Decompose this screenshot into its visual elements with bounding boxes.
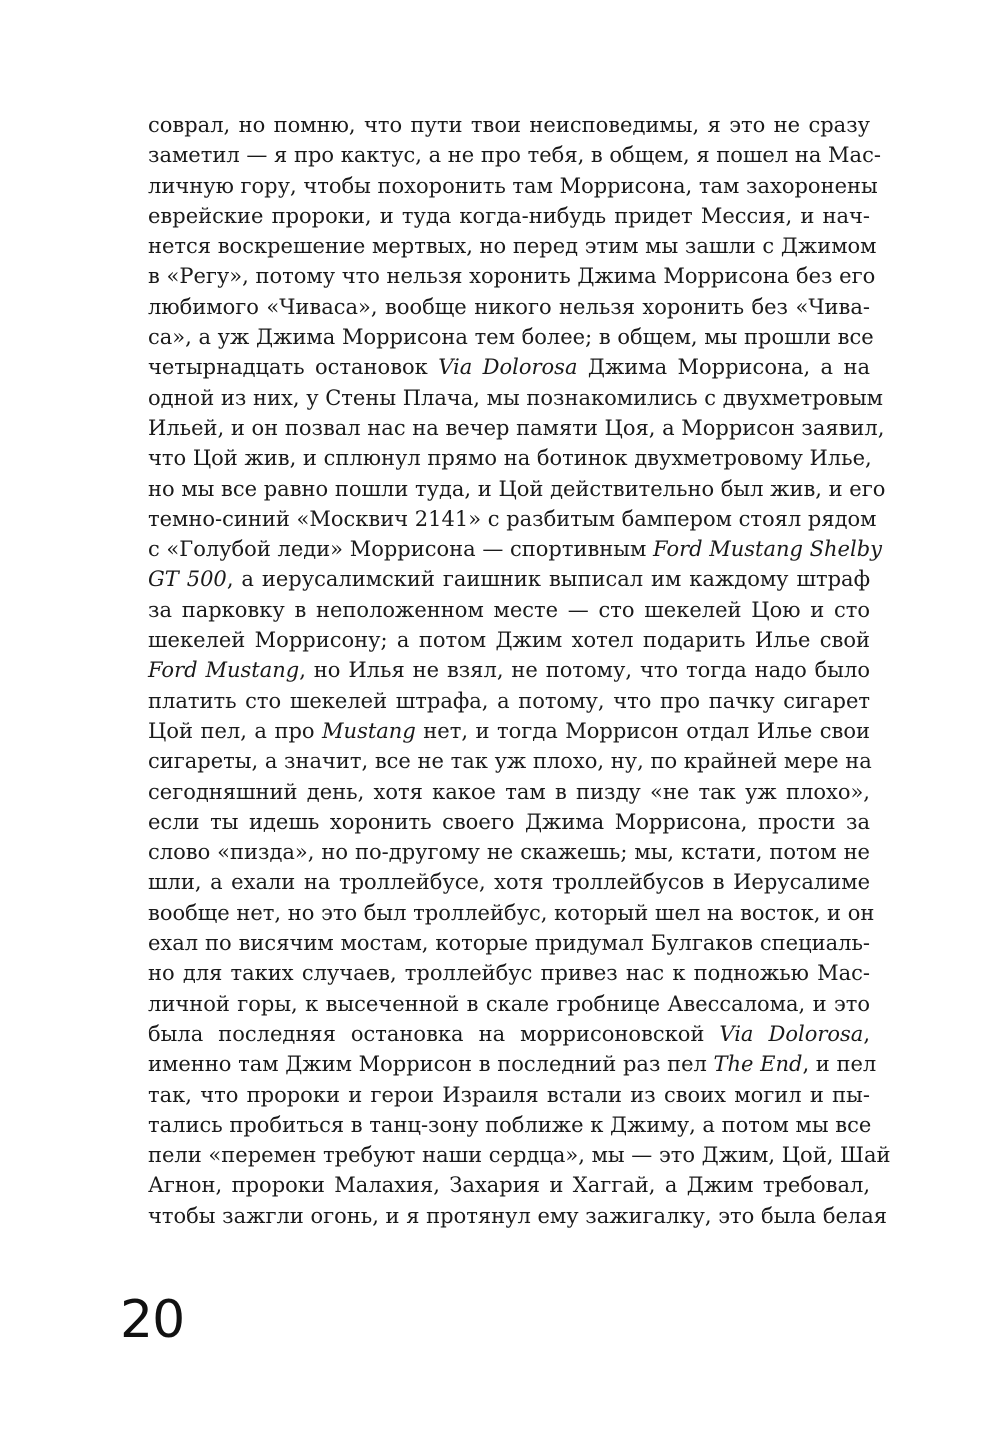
text-line — [148, 989, 870, 1019]
text-line — [148, 807, 870, 837]
text-segment: но мы все равно пошли туда, и Цой действительно был жив, и его — [148, 476, 886, 501]
text-segment: была последняя остановка на моррисоновской — [148, 1021, 720, 1046]
text-line — [148, 322, 874, 352]
text-line — [148, 1110, 870, 1140]
text-line — [148, 564, 870, 594]
text-line — [148, 352, 870, 382]
text-segment: в «Регу», потому что нельзя хоронить Джима Моррисона без его — [148, 264, 876, 289]
text-segment: заметил — я про кактус, а не про тебя, в общем, я пошел на Мас- — [148, 143, 881, 168]
text-segment: за парковку в неположенном месте — сто шекелей Цою и сто — [148, 597, 870, 622]
text-segment: Цой пел, а про — [148, 718, 323, 743]
text-segment: вообще нет, но это был троллейбус, который шел на восток, и он — [148, 900, 875, 925]
text-line — [148, 1019, 870, 1049]
page-number: 20 — [120, 1290, 185, 1350]
text-segment: шекелей Моррисону; а потом Джим хотел подарить Илье свой — [148, 628, 870, 653]
text-segment: одной из них, у Стены Плача, мы познакомились с двухметровым — [148, 385, 884, 410]
text-segment: Джима Моррисона, а на — [577, 355, 871, 380]
text-segment: сегодняшний день, хотя какое там в пизду «не так уж плохо», — [148, 779, 870, 804]
italic-text: Via Dolorosa — [438, 355, 578, 380]
text-segment: чтобы зажгли огонь, и я протянул ему зажигалку, это была белая — [148, 1203, 888, 1228]
text-segment: сигареты, а значит, все не так уж плохо, ну, по крайней мере на — [148, 749, 872, 774]
text-line — [148, 1201, 888, 1231]
text-line — [148, 655, 870, 685]
text-line — [148, 1080, 870, 1110]
text-segment: еврейские пророки, и туда когда-нибудь придет Мессия, и нач- — [148, 203, 870, 228]
text-line — [148, 898, 875, 928]
text-segment: личной горы, к высеченной в скале гробнице Авессалома, и это — [148, 991, 870, 1016]
text-segment: личную гору, чтобы похоронить там Моррисона, там захоронены — [148, 173, 878, 198]
text-line — [148, 1170, 870, 1200]
text-line — [148, 110, 870, 140]
italic-text: Ford Mustang — [148, 658, 300, 683]
text-segment: , а иерусалимский гаишник выписал им каждому штраф — [226, 567, 871, 592]
italic-text: Ford Mustang Shelby — [653, 537, 883, 562]
text-segment: темно-синий «Москвич 2141» с разбитым бампером стоял рядом — [148, 506, 877, 531]
text-segment: тались пробиться в танц-зону поближе к Джиму, а потом мы все — [148, 1112, 872, 1137]
text-segment: если ты идешь хоронить своего Джима Моррисона, прости за — [148, 809, 870, 834]
italic-text: The End — [713, 1052, 803, 1077]
text-segment: именно там Джим Моррисон в последний раз пел — [148, 1052, 714, 1077]
text-segment: ехал по висячим мостам, которые придумал Булгаков специаль- — [148, 931, 870, 956]
text-segment: , но Илья не взял, не потому, что тогда надо было — [299, 658, 870, 683]
text-line — [148, 231, 877, 261]
text-segment: пели «перемен требуют наши сердца», мы — это Джим, Цой, Шай — [148, 1143, 891, 1168]
text-line — [148, 140, 881, 170]
text-segment: любимого «Чиваса», вообще никого нельзя хоронить без «Чива- — [148, 294, 870, 319]
text-segment: слово «пизда», но по-другому не скажешь; мы, кстати, потом не — [148, 840, 870, 865]
text-line — [148, 686, 870, 716]
text-line — [148, 261, 876, 291]
text-line — [148, 716, 870, 746]
text-segment: , — [863, 1021, 870, 1046]
text-line — [148, 201, 870, 231]
text-line — [148, 958, 870, 988]
text-segment: шли, а ехали на троллейбусе, хотя троллейбусов в Иерусалиме — [148, 870, 870, 895]
text-line — [148, 443, 870, 473]
text-line — [148, 595, 870, 625]
text-line — [148, 928, 870, 958]
text-line — [148, 777, 870, 807]
text-segment: нет, и тогда Моррисон отдал Илье свои — [415, 718, 871, 743]
italic-text: Via Dolorosa — [719, 1021, 864, 1046]
text-segment: платить сто шекелей штрафа, а потому, что про пачку сигарет — [148, 688, 870, 713]
text-segment: четырнадцать остановок — [148, 355, 439, 380]
text-line — [148, 383, 884, 413]
text-line — [148, 504, 877, 534]
text-line — [148, 1140, 891, 1170]
text-line — [148, 534, 883, 564]
text-segment: с «Голубой леди» Моррисона — спортивным — [148, 537, 654, 562]
text-segment: са», а уж Джима Моррисона тем более; в общем, мы прошли все — [148, 325, 874, 350]
text-line — [148, 625, 870, 655]
text-segment: Ильей, и он позвал нас на вечер памяти Цоя, а Моррисон заявил, — [148, 415, 885, 440]
text-line — [148, 292, 870, 322]
text-line — [148, 837, 870, 867]
italic-text: GT 500 — [148, 567, 227, 592]
text-segment: но для таких случаев, троллейбус привез нас к подножью Мас- — [148, 961, 870, 986]
text-segment: нется воскрешение мертвых, но перед этим мы зашли с Джимом — [148, 234, 877, 259]
body-text — [148, 110, 891, 1231]
text-line — [148, 474, 886, 504]
italic-text: Mustang — [322, 718, 416, 743]
text-segment: что Цой жив, и сплюнул прямо на ботинок двухметровому Илье, — [148, 446, 872, 471]
text-line — [148, 867, 870, 897]
text-line — [148, 171, 878, 201]
text-segment: так, что пророки и герои Израиля встали из своих могил и пы- — [148, 1082, 870, 1107]
text-line — [148, 746, 870, 776]
text-line — [148, 413, 885, 443]
text-segment: Агнон, пророки Малахия, Захария и Хаггай, а Джим требовал, — [148, 1173, 870, 1198]
text-line — [148, 1049, 877, 1079]
text-segment: соврал, но помню, что пути твои неисповедимы, я это не сразу — [148, 113, 870, 137]
text-segment: , и пел — [802, 1052, 877, 1077]
